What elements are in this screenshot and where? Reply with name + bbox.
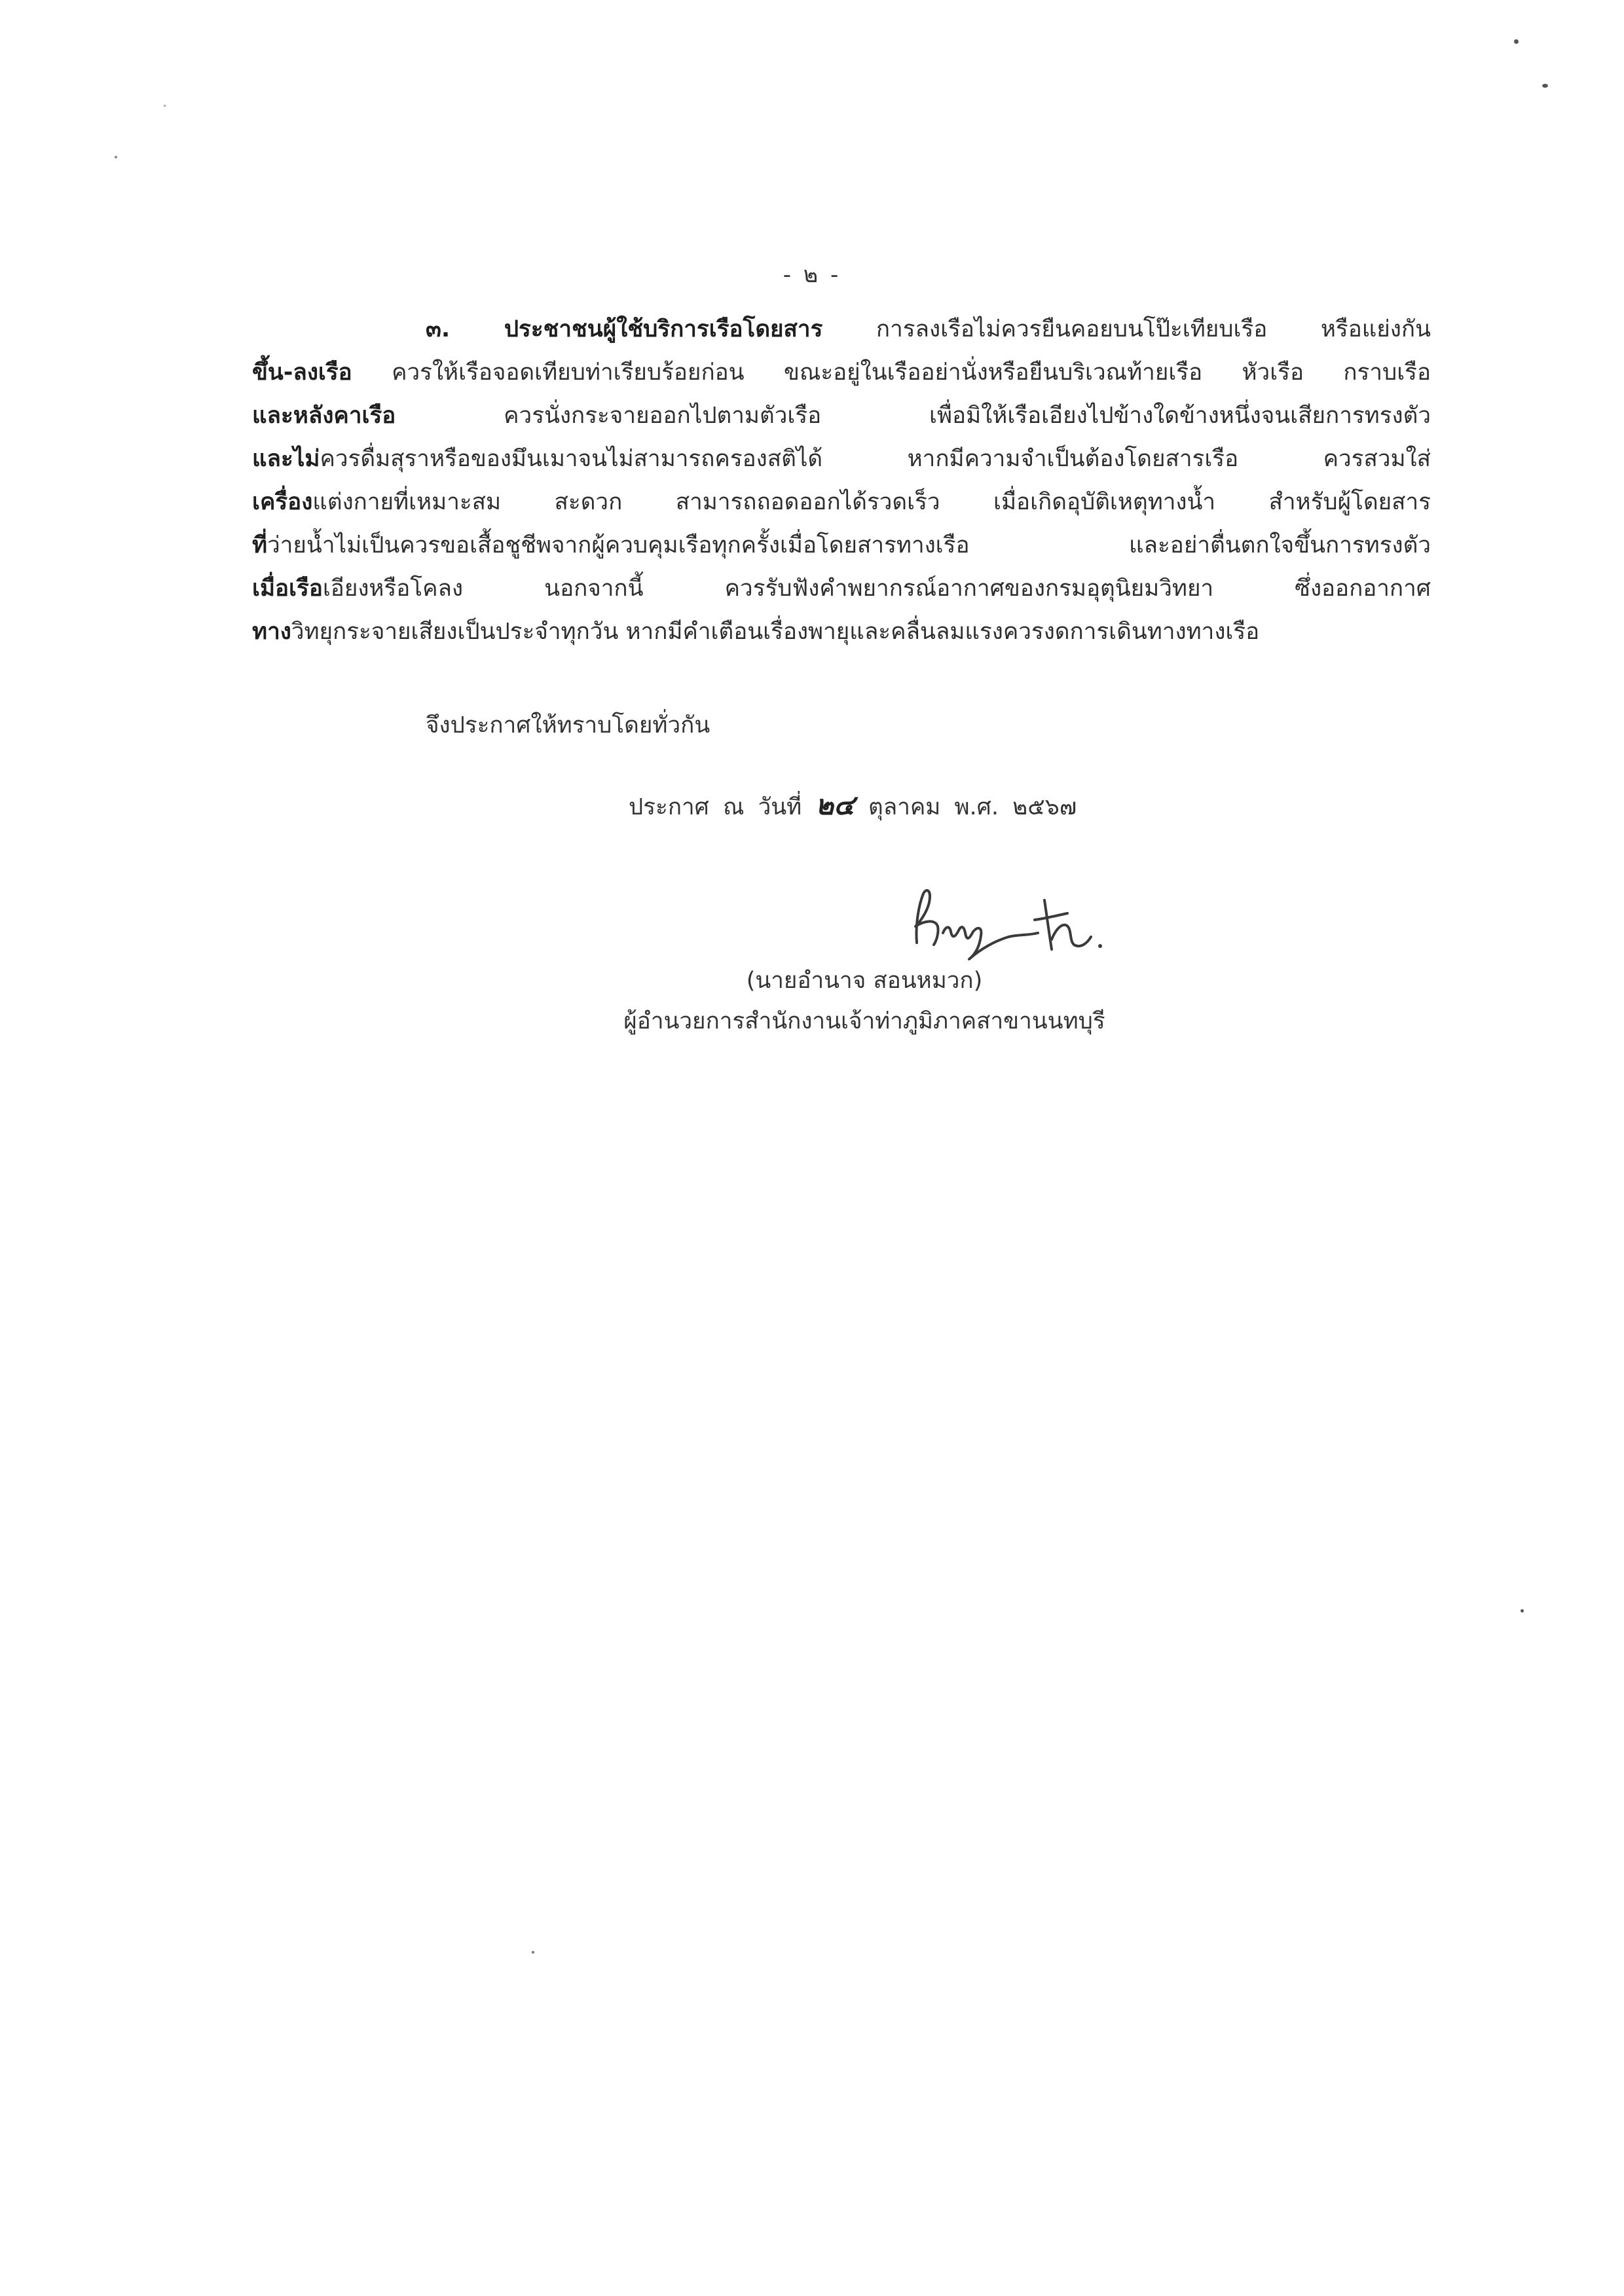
- paragraph-line-text: ควรนั่งกระจายออกไปตามตัวเรือ เพื่อมิให้เรือเอียงไปข้างใดข้างหนึ่งจนเสียการทรงตัว: [396, 403, 1431, 429]
- paragraph-line: [252, 610, 1431, 653]
- paragraph-line: [252, 524, 1431, 567]
- scan-speck: [115, 156, 117, 158]
- paragraph-line-bold: และไม่: [252, 446, 320, 472]
- date-suffix: ตุลาคม พ.ศ. ๒๕๖๗: [868, 794, 1077, 820]
- announcement-paragraph: [252, 308, 1431, 653]
- scan-speck: [1521, 1609, 1524, 1613]
- paragraph-line-bold: ที่: [252, 532, 268, 558]
- paragraph-line: [252, 394, 1431, 437]
- closing-statement: จึงประกาศให้ทราบโดยทั่วกัน: [426, 712, 710, 738]
- signer-title: ผู้อำนวยการสำนักงานเจ้าท่าภูมิภาคสาขานนทบุรี: [623, 1008, 1105, 1034]
- paragraph-line: [252, 308, 1431, 351]
- paragraph-line-bold: ทาง: [252, 619, 291, 645]
- paragraph-line-text: แต่งกายที่เหมาะสม สะดวก สามารถถอดออกได้รวดเร็ว เมื่อเกิดอุบัติเหตุทางน้ำ สำหรับผู้โดยสาร: [312, 489, 1431, 515]
- paragraph-line-text: การลงเรือไม่ควรยืนคอยบนโป๊ะเทียบเรือ หรือแย่งกัน: [822, 316, 1431, 342]
- paragraph-line-bold: และหลังคาเรือ: [252, 403, 396, 429]
- scan-speck: [164, 105, 166, 107]
- date-day: ๒๔: [815, 789, 855, 821]
- paragraph-line-text: เอียงหรือโคลง นอกจากนี้ ควรรับฟังคำพยากรณ์อากาศของกรมอุตุนิยมวิทยา ซึ่งออกอากาศ: [322, 575, 1431, 602]
- paragraph-line-text: วิทยุกระจายเสียงเป็นประจำทุกวัน หากมีคำเตือนเรื่องพายุและคลื่นลมแรงควรงดการเดินทางทางเรือ: [291, 619, 1260, 645]
- scan-speck: [1542, 84, 1548, 88]
- page-number: - ๒ -: [783, 262, 841, 288]
- paragraph-line: [252, 437, 1431, 481]
- scan-speck: [532, 1951, 534, 1954]
- paragraph-line-bold: เครื่อง: [252, 489, 313, 515]
- handwritten-signature: [904, 881, 1126, 966]
- paragraph-line: [252, 567, 1431, 610]
- announcement-date: [629, 786, 1077, 827]
- date-prefix: ประกาศ ณ วันที่: [629, 794, 802, 820]
- signer-name: (นายอำนาจ สอนหมวก): [746, 968, 983, 994]
- scan-speck: [1514, 39, 1519, 44]
- paragraph-line-text: ควรดื่มสุราหรือของมึนเมาจนไม่สามารถครองสติได้ หากมีความจำเป็นต้องโดยสารเรือ ควรสวมใส่: [320, 446, 1431, 472]
- paragraph-line-bold: ขึ้น-ลงเรือ: [252, 359, 352, 386]
- paragraph-line-text: ควรให้เรือจอดเทียบท่าเรียบร้อยก่อน ขณะอยู่ในเรืออย่านั่งหรือยืนบริเวณท้ายเรือ หัวเรือ กราบเรือ: [352, 359, 1431, 386]
- paragraph-line: [252, 351, 1431, 394]
- paragraph-line-bold: ๓. ประชาชนผู้ใช้บริการเรือโดยสาร: [426, 316, 823, 342]
- paragraph-line: [252, 481, 1431, 524]
- paragraph-line-bold: เมื่อเรือ: [252, 575, 323, 602]
- paragraph-line-text: ว่ายน้ำไม่เป็นควรขอเสื้อชูชีพจากผู้ควบคุมเรือทุกครั้งเมื่อโดยสารทางเรือ และอย่าตื่นตกใจขึ้นการทรงตัว: [267, 532, 1431, 558]
